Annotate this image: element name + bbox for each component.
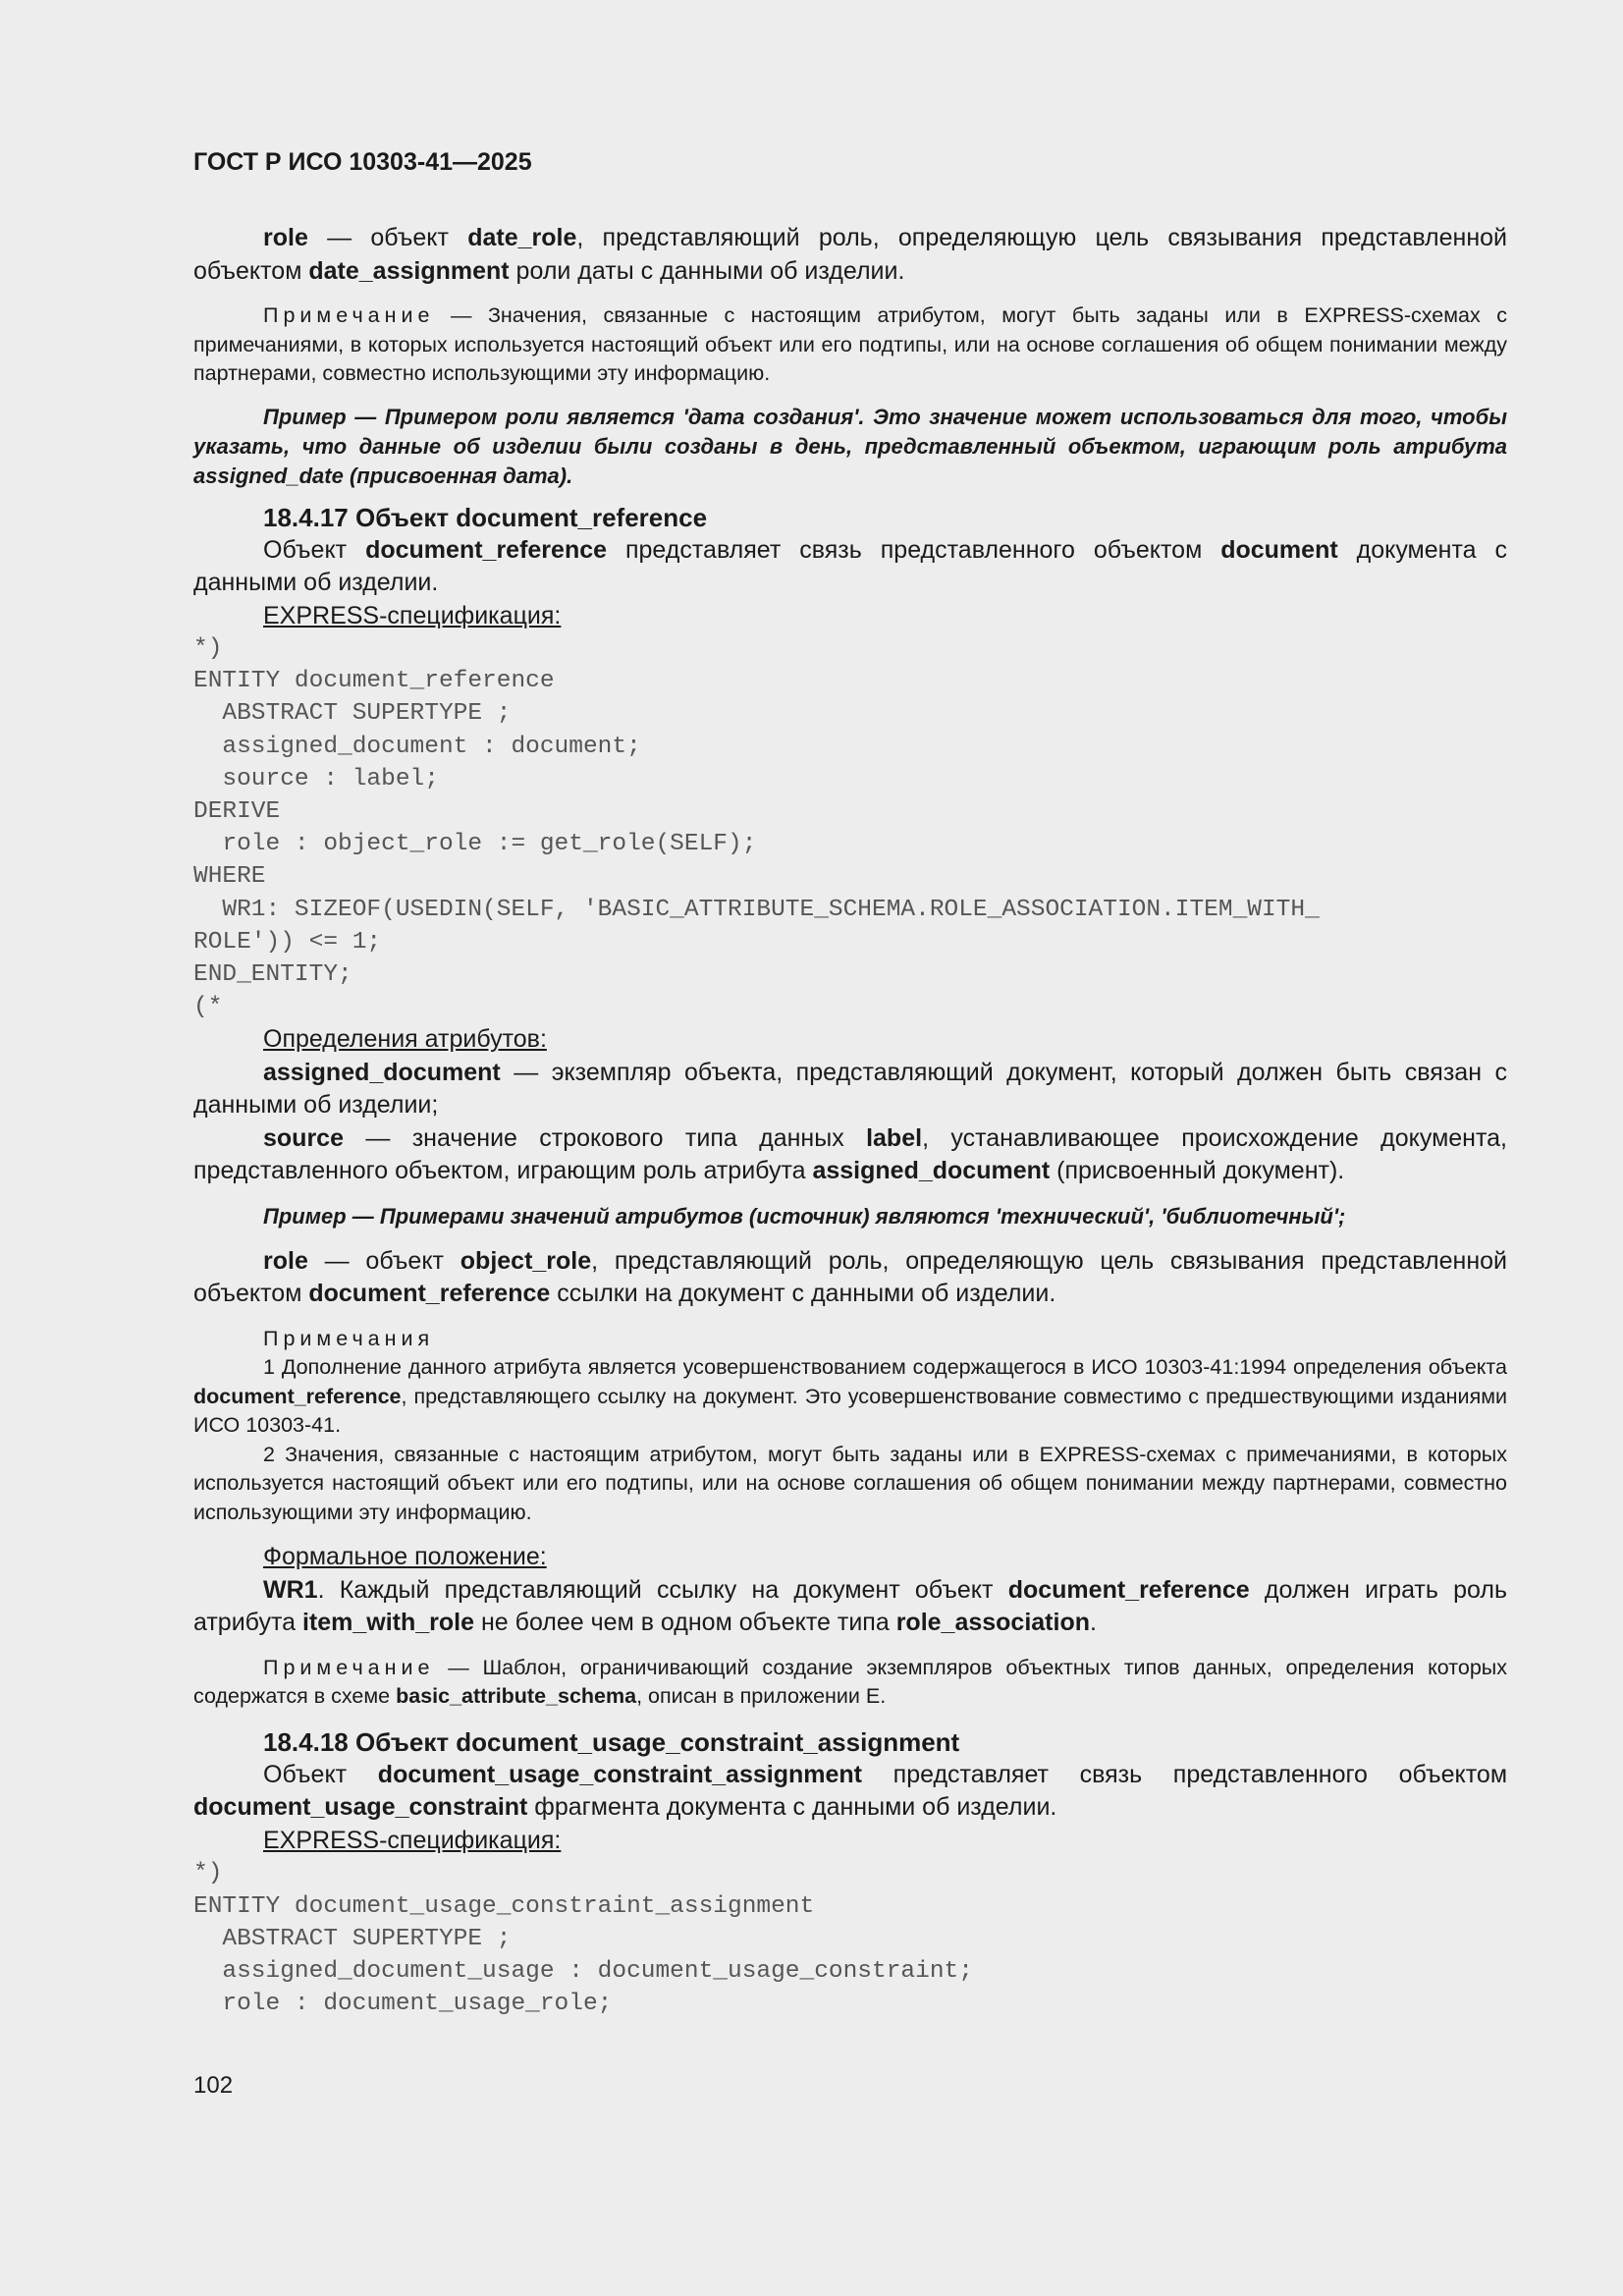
express-spec-label: EXPRESS-спецификация: bbox=[263, 1826, 562, 1854]
term: date_assignment bbox=[308, 256, 510, 285]
note-paragraph: Примечание — Значения, связанные с настоящим атрибутом, могут быть заданы или в EXPRESS-схемах с примечаниями, в которых используется настоящий объект или его подтипы, или на основе соглашения об общем понимании между партнерами, совместно использующими эту информацию. bbox=[193, 303, 1507, 385]
page-content bbox=[193, 147, 1507, 2020]
role-definition-paragraph: role — объект object_role, представляющий роль, определяющую цель связывания представленной объектом document_reference ссылки на документ с данными об изделии. bbox=[193, 1246, 1507, 1308]
section-intro-paragraph: Объект document_usage_constraint_assignment представляет связь представленного объектом document_usage_constraint фрагмента документа с данными об изделии. bbox=[193, 1760, 1508, 1822]
section-heading-18-4-17: 18.4.17 Объект document_reference bbox=[263, 502, 708, 532]
note-item-2: 2 Значения, связанные с настоящим атрибутом, могут быть заданы или в EXPRESS-схемах с примечаниями, в которых используется настоящий объект или его подтипы, или на основе соглашения об общем понимании между партнерами, совместно использующими эту информацию. bbox=[193, 1442, 1507, 1524]
note-label: Примечание bbox=[263, 1655, 435, 1679]
formal-statement-label: Формальное положение: bbox=[263, 1543, 547, 1571]
attribute-definitions-label: Определения атрибутов: bbox=[263, 1025, 547, 1054]
assigned-document-definition: assigned_document — экземпляр объекта, представляющий документ, который должен быть связан с данными об изделии; bbox=[193, 1058, 1507, 1120]
note-item-1: 1 Дополнение данного атрибута является усовершенствованием содержащегося в ИСО 10303-41:1994 определения объекта document_reference, представляющего ссылку на документ. Это усовершенствование совместимо с предшествующими изданиями ИСО 10303-41. bbox=[193, 1355, 1507, 1438]
section-heading-18-4-18: 18.4.18 Объект document_usage_constraint_assignment bbox=[263, 1726, 960, 1757]
page-number: 102 bbox=[193, 2072, 234, 2099]
note-paragraph: Примечание — Шаблон, ограничивающий создание экземпляров объектных типов данных, определения которых содержатся в схеме basic_attribute_schema, описан в приложении Е. bbox=[193, 1655, 1507, 1709]
example-paragraph: Пример — Примерами значений атрибутов (источник) являются 'технический', 'библиотечный'; bbox=[263, 1203, 1346, 1229]
term: date_role bbox=[467, 224, 577, 251]
example-paragraph: Пример — Примером роли является 'дата создания'. Это значение может использоваться для того, чтобы указать, что данные об изделии были созданы в день, представленный объектом, играющим роль атрибута assigned_date (присвоенная дата). bbox=[193, 404, 1507, 488]
section-intro-paragraph: Объект document_reference представляет связь представленного объектом document документа с данными об изделии. bbox=[193, 535, 1507, 596]
role-definition-paragraph: role — объект date_role, представляющий роль, определяющую цель связывания представленной объектом date_assignment роли даты с данными об изделии. bbox=[193, 224, 1507, 285]
express-code-block: *) ENTITY document_reference ABSTRACT SUPERTYPE ; assigned_document : document; source : label; DERIVE role : object_role := get_role(SELF); WHERE WR1: SIZEOF(USEDIN(SELF, 'BASIC_ATTRIBUTE_SCHEMA.ROLE_ASSOCIATION.ITEM_WITH_ ROLE')) <= 1; END_ENTITY; (* bbox=[193, 635, 1320, 1021]
source-definition: source — значение строкового типа данных label, устанавливающее происхождение документа, представленного объектом, играющим роль атрибута assigned_document (присвоенный документ). bbox=[193, 1123, 1507, 1185]
formal-statement-paragraph: WR1. Каждый представляющий ссылку на документ объект document_reference должен играть роль атрибута item_with_role не более чем в одном объекте типа role_association. bbox=[193, 1575, 1507, 1637]
standard-header: ГОСТ Р ИСО 10303-41—2025 bbox=[193, 148, 532, 176]
express-spec-label: EXPRESS-спецификация: bbox=[263, 601, 562, 629]
term: role bbox=[263, 224, 308, 251]
notes-label: Примечания bbox=[263, 1326, 435, 1350]
express-code-block: *) ENTITY document_usage_constraint_assignment ABSTRACT SUPERTYPE ; assigned_document_usage : document_usage_constraint; role : document_usage_role; bbox=[193, 1860, 973, 2018]
note-label: Примечание bbox=[263, 303, 435, 327]
